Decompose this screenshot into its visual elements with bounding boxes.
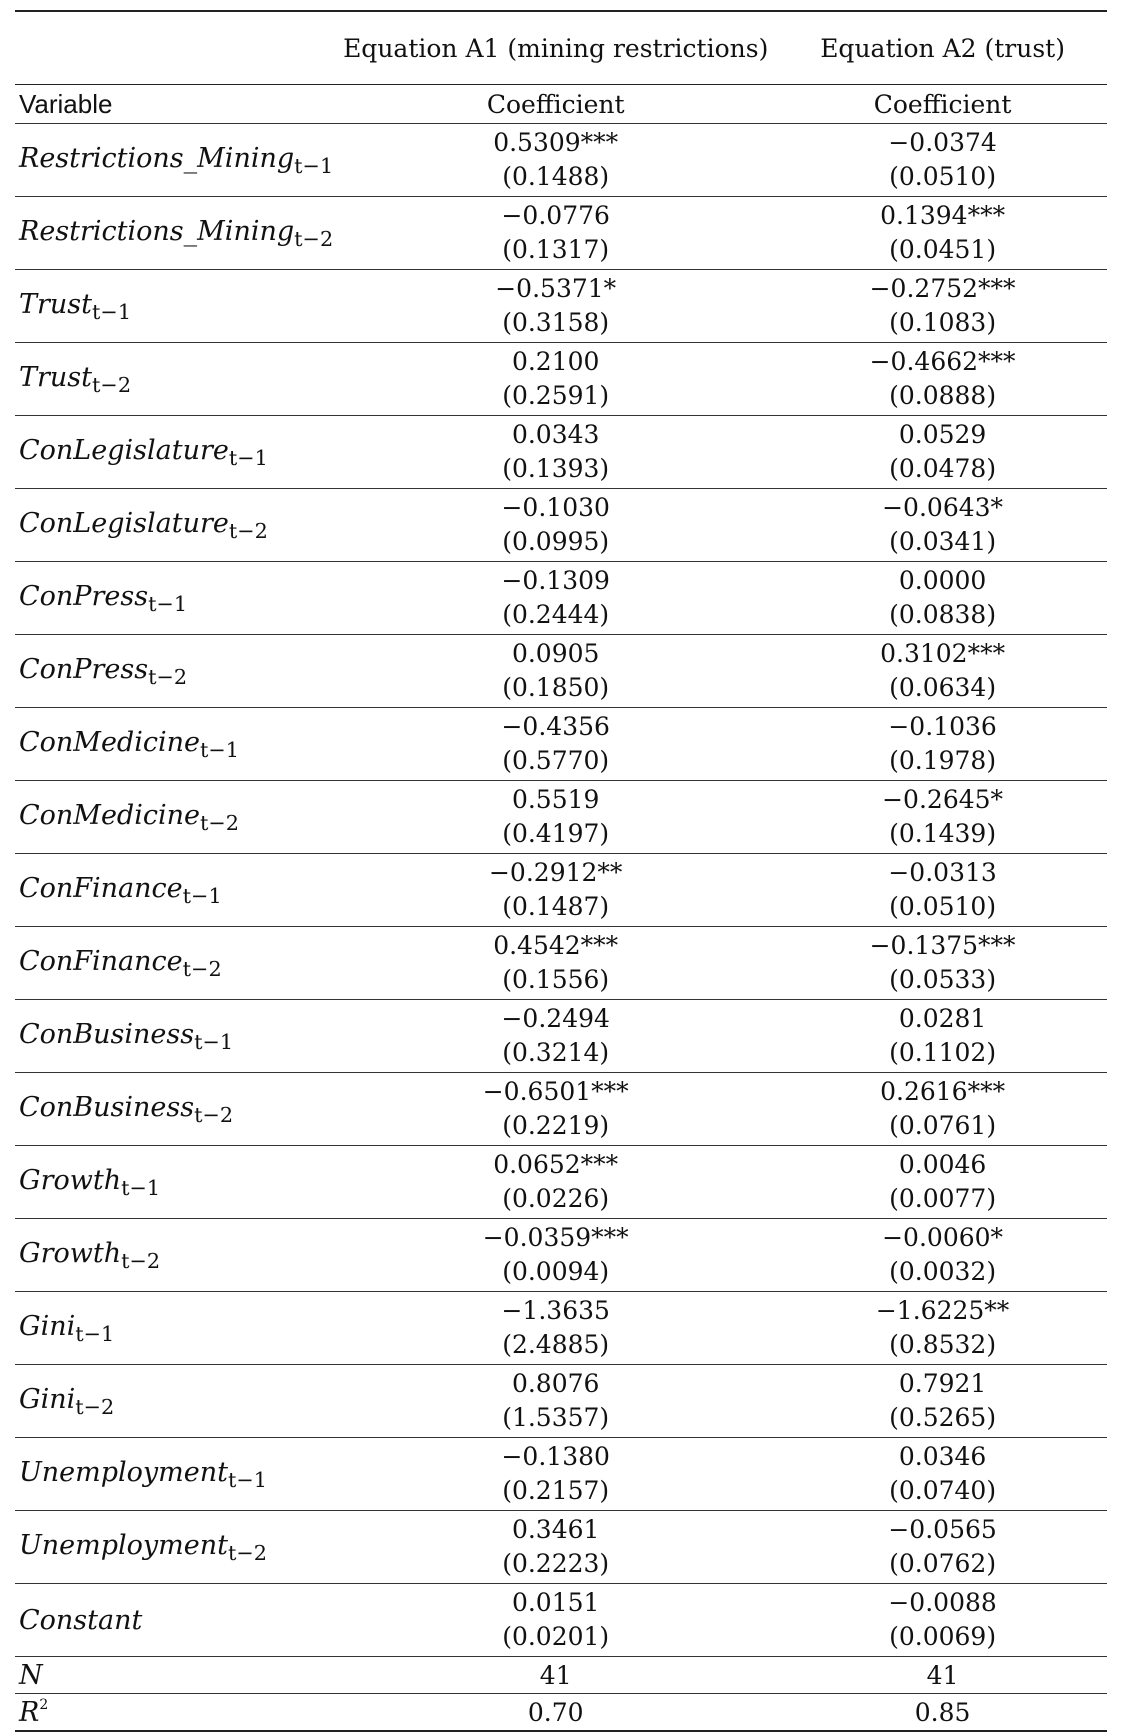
coefficient-value: −0.2645*	[882, 785, 1004, 814]
variable-name: ConBusiness	[19, 1018, 195, 1050]
variable-lag-subscript: t−2	[75, 1394, 115, 1419]
variable-name: ConPress	[19, 580, 149, 612]
coefficient-cell-eq-a1	[333, 1438, 778, 1511]
coefficient-cell-eq-a1	[333, 854, 778, 927]
table-row	[15, 1000, 1107, 1073]
variable-name: Restrictions_Mining	[19, 215, 295, 247]
standard-error-value: (0.0341)	[889, 527, 997, 556]
variable-name: Growth	[19, 1237, 122, 1269]
variable-lag-subscript: t−1	[228, 445, 268, 470]
coefficient-value: 0.8076	[511, 1369, 600, 1398]
variable-name-cell	[15, 343, 333, 416]
variable-lag-subscript: t−1	[148, 591, 188, 616]
standard-error-value: (0.0761)	[889, 1111, 997, 1140]
variable-name: Gini	[19, 1383, 76, 1415]
coefficient-cell-eq-a2	[778, 343, 1107, 416]
variable-name-cell	[15, 124, 333, 197]
variable-name: Growth	[19, 1164, 122, 1196]
variable-name-cell	[15, 1511, 333, 1584]
coefficient-value: 0.5519	[511, 785, 600, 814]
coefficient-value: −0.0643*	[882, 493, 1004, 522]
variable-name: Trust	[19, 361, 93, 393]
variable-lag-subscript: t−2	[199, 810, 240, 835]
coefficient-cell-eq-a1	[333, 708, 778, 781]
stat-r2-a1: 0.70	[333, 1694, 778, 1732]
coefficient-value: −0.2494	[501, 1004, 610, 1033]
coefficient-value: 0.0000	[898, 566, 987, 595]
table-row	[15, 562, 1107, 635]
coefficient-cell-eq-a1	[333, 927, 778, 1000]
variable-name: Trust	[19, 288, 93, 320]
coefficient-cell-eq-a1	[333, 1511, 778, 1584]
variable-name-cell	[15, 1584, 333, 1657]
coefficient-value: −0.0060*	[882, 1223, 1004, 1252]
header-coefficient-a1: Coefficient	[333, 85, 778, 124]
variable-name-cell	[15, 1365, 333, 1438]
standard-error-value: (0.1317)	[502, 235, 610, 264]
coefficient-value: −0.0313	[888, 858, 997, 887]
coefficient-cell-eq-a1	[333, 1073, 778, 1146]
variable-lag-subscript: t−2	[92, 372, 132, 397]
standard-error-value: (0.0451)	[889, 235, 997, 264]
standard-error-value: (0.1487)	[502, 892, 610, 921]
header-coefficient-a2: Coefficient	[778, 85, 1107, 124]
stat-r2-superscript: 2	[39, 1697, 49, 1714]
variable-lag-subscript: t−2	[194, 1102, 234, 1127]
variable-name: ConFinance	[19, 945, 183, 977]
standard-error-value: (0.2157)	[502, 1476, 610, 1505]
standard-error-value: (0.0510)	[889, 892, 997, 921]
coefficient-value: 0.0046	[898, 1150, 987, 1179]
variable-lag-subscript: t−1	[121, 1175, 161, 1200]
stat-row-r2	[15, 1694, 1107, 1732]
header-variable-label: Variable	[15, 85, 333, 124]
coefficient-value: 0.3461	[511, 1515, 600, 1544]
variable-name-cell	[15, 1073, 333, 1146]
variable-name-cell	[15, 489, 333, 562]
coefficient-cell-eq-a1	[333, 197, 778, 270]
standard-error-value: (0.0888)	[889, 381, 997, 410]
coefficient-cell-eq-a2	[778, 1146, 1107, 1219]
coefficient-cell-eq-a1	[333, 562, 778, 635]
variable-name-cell	[15, 416, 333, 489]
table-row	[15, 197, 1107, 270]
table-row	[15, 1292, 1107, 1365]
standard-error-value: (0.1488)	[502, 162, 610, 191]
variable-lag-subscript: t−1	[182, 883, 222, 908]
coefficient-value: −0.0359***	[482, 1223, 629, 1252]
standard-error-value: (0.5770)	[502, 746, 610, 775]
table-row	[15, 1146, 1107, 1219]
coefficient-value: 0.3102***	[880, 639, 1006, 668]
coefficient-value: 0.0529	[898, 420, 987, 449]
variable-name-cell	[15, 562, 333, 635]
variable-name: ConFinance	[19, 872, 183, 904]
standard-error-value: (0.2591)	[502, 381, 610, 410]
coefficient-value: 0.2616***	[880, 1077, 1006, 1106]
coefficient-value: −0.0088	[888, 1588, 997, 1617]
table-row	[15, 1438, 1107, 1511]
table-row	[15, 343, 1107, 416]
standard-error-value: (0.0094)	[502, 1257, 610, 1286]
standard-error-value: (0.4197)	[502, 819, 610, 848]
standard-error-value: (1.5357)	[502, 1403, 610, 1432]
standard-error-value: (0.0634)	[889, 673, 997, 702]
variable-name-cell	[15, 635, 333, 708]
variable-name: ConMedicine	[19, 799, 200, 831]
coefficient-cell-eq-a1	[333, 1584, 778, 1657]
coefficient-value: −0.1030	[501, 493, 610, 522]
coefficient-cell-eq-a2	[778, 1292, 1107, 1365]
coefficient-cell-eq-a1	[333, 1000, 778, 1073]
variable-lag-subscript: t−1	[227, 1467, 268, 1492]
coefficient-cell-eq-a1	[333, 635, 778, 708]
variable-name: ConLegislature	[19, 507, 229, 539]
coefficient-cell-eq-a1	[333, 416, 778, 489]
variable-name: ConMedicine	[19, 726, 200, 758]
coefficient-value: −0.4356	[501, 712, 610, 741]
variable-name-cell	[15, 708, 333, 781]
standard-error-value: (0.1393)	[502, 454, 610, 483]
variable-name: ConBusiness	[19, 1091, 195, 1123]
table-row	[15, 708, 1107, 781]
stat-n-a1: 41	[333, 1657, 778, 1694]
standard-error-value: (0.1850)	[502, 673, 610, 702]
coefficient-cell-eq-a2	[778, 489, 1107, 562]
coefficient-value: −0.1375***	[869, 931, 1016, 960]
standard-error-value: (0.0510)	[889, 162, 997, 191]
standard-error-value: (0.0478)	[889, 454, 997, 483]
coefficient-value: −0.1309	[501, 566, 610, 595]
header-row-labels	[15, 85, 1107, 124]
table-row	[15, 1584, 1107, 1657]
variable-lag-subscript: t−1	[199, 737, 240, 762]
table-row	[15, 781, 1107, 854]
variable-name: Restrictions_Mining	[19, 142, 295, 174]
standard-error-value: (0.5265)	[889, 1403, 997, 1432]
stat-r2-a2: 0.85	[778, 1694, 1107, 1732]
stat-row-n	[15, 1657, 1107, 1694]
coefficient-value: −1.6225**	[875, 1296, 1010, 1325]
table-row	[15, 927, 1107, 1000]
variable-lag-subscript: t−1	[75, 1321, 115, 1346]
coefficient-value: −0.0565	[888, 1515, 997, 1544]
variable-lag-subscript: t−2	[148, 664, 188, 689]
coefficient-value: −0.0374	[888, 128, 997, 157]
table-row	[15, 854, 1107, 927]
coefficient-value: 0.0281	[898, 1004, 987, 1033]
coefficient-cell-eq-a2	[778, 124, 1107, 197]
header-empty-cell	[15, 11, 333, 85]
coefficient-cell-eq-a2	[778, 927, 1107, 1000]
header-equation-a1: Equation A1 (mining restrictions)	[333, 11, 778, 85]
coefficient-value: −0.1036	[888, 712, 997, 741]
coefficient-value: −0.6501***	[482, 1077, 629, 1106]
coefficient-value: 0.4542***	[493, 931, 619, 960]
standard-error-value: (0.2444)	[502, 600, 610, 629]
coefficient-value: 0.0346	[898, 1442, 987, 1471]
table-row	[15, 124, 1107, 197]
coefficient-value: 0.2100	[511, 347, 600, 376]
table-row	[15, 1219, 1107, 1292]
coefficient-cell-eq-a1	[333, 489, 778, 562]
coefficient-cell-eq-a2	[778, 1073, 1107, 1146]
coefficient-cell-eq-a2	[778, 1000, 1107, 1073]
standard-error-value: (0.0077)	[889, 1184, 997, 1213]
coefficient-cell-eq-a2	[778, 854, 1107, 927]
coefficient-cell-eq-a1	[333, 270, 778, 343]
coefficient-cell-eq-a1	[333, 781, 778, 854]
coefficient-value: −0.2912**	[488, 858, 623, 887]
coefficient-value: 0.5309***	[493, 128, 619, 157]
variable-name: ConLegislature	[19, 434, 229, 466]
regression-table	[15, 10, 1107, 1732]
coefficient-cell-eq-a2	[778, 1365, 1107, 1438]
variable-lag-subscript: t−1	[92, 299, 132, 324]
coefficient-cell-eq-a1	[333, 124, 778, 197]
standard-error-value: (0.0762)	[889, 1549, 997, 1578]
variable-lag-subscript: t−2	[182, 956, 222, 981]
standard-error-value: (0.1439)	[889, 819, 997, 848]
standard-error-value: (0.0838)	[889, 600, 997, 629]
coefficient-cell-eq-a1	[333, 1292, 778, 1365]
coefficient-cell-eq-a1	[333, 1365, 778, 1438]
coefficient-cell-eq-a2	[778, 197, 1107, 270]
variable-name: Unemployment	[19, 1456, 228, 1488]
coefficient-value: 0.1394***	[880, 201, 1006, 230]
standard-error-value: (0.0995)	[502, 527, 610, 556]
table-row	[15, 416, 1107, 489]
table-row	[15, 270, 1107, 343]
standard-error-value: (0.1556)	[502, 965, 610, 994]
coefficient-value: −0.4662***	[869, 347, 1016, 376]
stat-n-label: N	[19, 1659, 43, 1691]
standard-error-value: (0.0533)	[889, 965, 997, 994]
standard-error-value: (0.0226)	[502, 1184, 610, 1213]
coefficient-cell-eq-a1	[333, 1219, 778, 1292]
coefficient-value: −0.2752***	[869, 274, 1016, 303]
coefficient-value: 0.0652***	[493, 1150, 619, 1179]
variable-name-cell	[15, 1438, 333, 1511]
coefficient-cell-eq-a1	[333, 1146, 778, 1219]
stat-n-a2: 41	[778, 1657, 1107, 1694]
coefficient-cell-eq-a2	[778, 270, 1107, 343]
standard-error-value: (0.8532)	[889, 1330, 997, 1359]
variable-name-cell	[15, 1000, 333, 1073]
coefficient-cell-eq-a2	[778, 1438, 1107, 1511]
stat-r2-label: R	[19, 1696, 40, 1728]
variable-name-cell	[15, 1292, 333, 1365]
coefficient-cell-eq-a2	[778, 1511, 1107, 1584]
coefficient-value: 0.0905	[511, 639, 600, 668]
coefficient-cell-eq-a2	[778, 1219, 1107, 1292]
standard-error-value: (0.0032)	[889, 1257, 997, 1286]
variable-name-cell	[15, 927, 333, 1000]
variable-lag-subscript: t−2	[228, 518, 268, 543]
coefficient-cell-eq-a2	[778, 562, 1107, 635]
variable-lag-subscript: t−1	[294, 153, 334, 178]
standard-error-value: (0.0740)	[889, 1476, 997, 1505]
variable-name: Constant	[19, 1604, 143, 1636]
coefficient-value: −0.1380	[501, 1442, 610, 1471]
variable-name-cell	[15, 1146, 333, 1219]
header-equation-a2: Equation A2 (trust)	[778, 11, 1107, 85]
variable-name: Unemployment	[19, 1529, 228, 1561]
coefficient-value: −0.0776	[501, 201, 610, 230]
coefficient-cell-eq-a2	[778, 416, 1107, 489]
standard-error-value: (0.0069)	[889, 1622, 997, 1651]
coefficient-cell-eq-a2	[778, 1584, 1107, 1657]
coefficient-value: 0.0343	[511, 420, 600, 449]
standard-error-value: (2.4885)	[502, 1330, 610, 1359]
coefficient-value: −1.3635	[501, 1296, 610, 1325]
variable-name-cell	[15, 1219, 333, 1292]
standard-error-value: (0.2223)	[502, 1549, 610, 1578]
variable-name: Gini	[19, 1310, 76, 1342]
standard-error-value: (0.3158)	[502, 308, 610, 337]
table-row	[15, 635, 1107, 708]
variable-lag-subscript: t−2	[227, 1540, 268, 1565]
coefficient-cell-eq-a2	[778, 781, 1107, 854]
variable-name-cell	[15, 270, 333, 343]
coefficient-cell-eq-a2	[778, 708, 1107, 781]
variable-name: ConPress	[19, 653, 149, 685]
standard-error-value: (0.2219)	[502, 1111, 610, 1140]
coefficient-value: 0.0151	[511, 1588, 600, 1617]
table-row	[15, 1365, 1107, 1438]
coefficient-value: −0.5371*	[495, 274, 617, 303]
variable-name-cell	[15, 854, 333, 927]
standard-error-value: (0.1102)	[889, 1038, 997, 1067]
variable-lag-subscript: t−2	[294, 226, 334, 251]
table-row	[15, 1511, 1107, 1584]
variable-lag-subscript: t−2	[121, 1248, 161, 1273]
standard-error-value: (0.1978)	[889, 746, 997, 775]
table-row	[15, 1073, 1107, 1146]
header-row-equations	[15, 11, 1107, 85]
coefficient-cell-eq-a1	[333, 343, 778, 416]
variable-name-cell	[15, 197, 333, 270]
variable-lag-subscript: t−1	[194, 1029, 234, 1054]
coefficient-cell-eq-a2	[778, 635, 1107, 708]
standard-error-value: (0.0201)	[502, 1622, 610, 1651]
coefficient-value: 0.7921	[898, 1369, 987, 1398]
table-row	[15, 489, 1107, 562]
standard-error-value: (0.3214)	[502, 1038, 610, 1067]
standard-error-value: (0.1083)	[889, 308, 997, 337]
variable-name-cell	[15, 781, 333, 854]
